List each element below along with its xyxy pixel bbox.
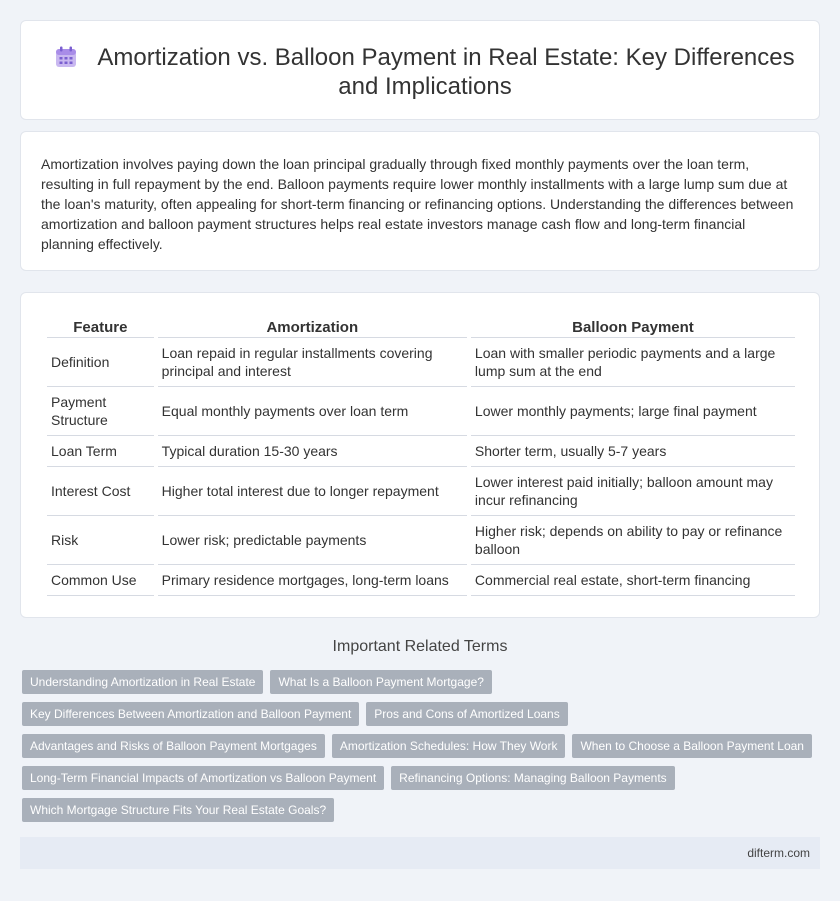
related-terms-list [22,670,822,830]
table-row [47,387,795,436]
row-feature: Interest Cost [47,467,154,516]
row-amortization: Loan repaid in regular installments covering principal and interest [158,338,467,387]
related-term-link[interactable]: What Is a Balloon Payment Mortgage? [270,670,491,694]
calendar-icon [55,46,77,68]
row-amortization: Primary residence mortgages, long-term loans [158,565,467,596]
row-feature: Payment Structure [47,387,154,436]
row-feature: Risk [47,516,154,565]
header-balloon: Balloon Payment [471,315,795,338]
related-term-link[interactable]: Long-Term Financial Impacts of Amortization vs Balloon Payment [22,766,384,790]
related-term-link[interactable]: Advantages and Risks of Balloon Payment Mortgages [22,734,325,758]
related-term-link[interactable]: Pros and Cons of Amortized Loans [366,702,567,726]
header-card [20,20,820,120]
page-title [51,43,799,101]
row-amortization: Lower risk; predictable payments [158,516,467,565]
related-term-link[interactable]: Key Differences Between Amortization and Balloon Payment [22,702,359,726]
table-row [47,467,795,516]
row-balloon: Lower interest paid initially; balloon amount may incur refinancing [471,467,795,516]
row-balloon: Commercial real estate, short-term financing [471,565,795,596]
related-term-link[interactable]: Understanding Amortization in Real Estate [22,670,263,694]
title-wrap [51,43,799,101]
table-row [47,565,795,596]
footer [20,837,820,869]
related-terms-title: Important Related Terms [332,638,508,655]
intro-paragraph: Amortization involves paying down the loan principal gradually through fixed monthly payments over the loan term, resulting in full repayment by the end. Balloon payments require lower monthly installments with a large lump sum due at the loan's maturity, often appealing for short-term financing or refinancing options. Understanding the differences between amortization and balloon payment structures helps real estate investors manage cash flow and long-term financial planning effectively. [41,156,794,252]
related-term-link[interactable]: Which Mortgage Structure Fits Your Real Estate Goals? [22,798,334,822]
row-balloon: Shorter term, usually 5-7 years [471,436,795,467]
row-amortization: Equal monthly payments over loan term [158,387,467,436]
related-term-link[interactable]: Refinancing Options: Managing Balloon Payments [391,766,675,790]
related-term-link[interactable]: Amortization Schedules: How They Work [332,734,566,758]
table-header-row [47,315,795,338]
header-amortization: Amortization [158,315,467,338]
row-balloon: Loan with smaller periodic payments and a large lump sum at the end [471,338,795,387]
table-row [47,338,795,387]
table-row [47,436,795,467]
page-title-text: Amortization vs. Balloon Payment in Real Estate: Key Differences and Implications [97,44,795,100]
row-balloon: Lower monthly payments; large final payment [471,387,795,436]
related-term-link[interactable]: When to Choose a Balloon Payment Loan [572,734,811,758]
footer-site[interactable]: difterm.com [747,846,810,860]
intro-card [20,131,820,271]
row-amortization: Typical duration 15-30 years [158,436,467,467]
comparison-card [20,292,820,618]
table-row [47,516,795,565]
row-balloon: Higher risk; depends on ability to pay or refinance balloon [471,516,795,565]
row-feature: Common Use [47,565,154,596]
header-feature: Feature [47,315,154,338]
row-feature: Definition [47,338,154,387]
row-amortization: Higher total interest due to longer repayment [158,467,467,516]
comparison-table [43,315,799,596]
row-feature: Loan Term [47,436,154,467]
